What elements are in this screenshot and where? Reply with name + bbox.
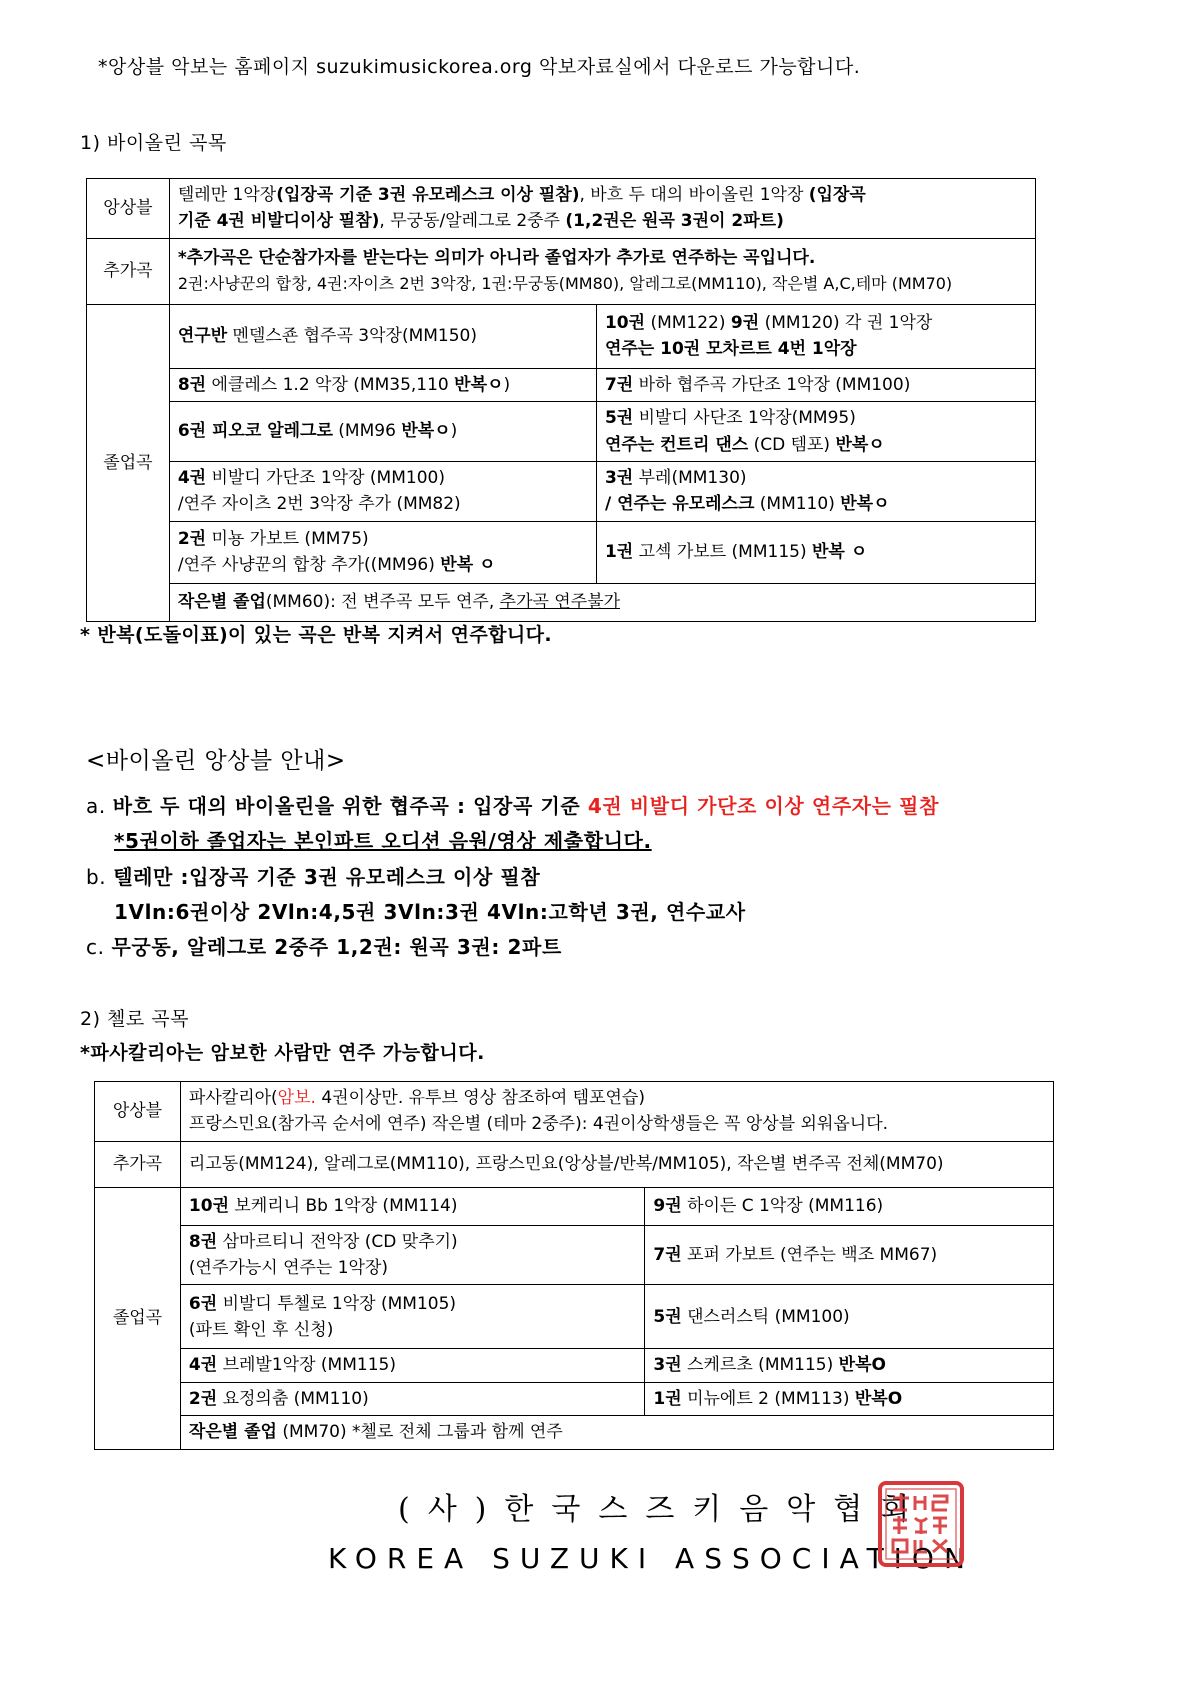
violin-grad-1: 1권 고섹 가보트 (MM115) 반복 ㅇ [596, 521, 1035, 583]
guide-item-c: c. 무궁동, 알레그로 2중주 1,2권: 원곡 3권: 2파트 [86, 935, 562, 959]
cello-extra-cell: 리고동(MM124), 알레그로(MM110), 프랑스민요(앙상블/반복/MM105), 작은별 변주곡 전체(MM70) [180, 1141, 1053, 1187]
cello-grad-2: 2권 요정의춤 (MM110) [180, 1382, 645, 1415]
guide-item-a-note: *5권이하 졸업자는 본인파트 오디션 음원/영상 제출합니다. [114, 829, 652, 853]
cello-grad-10: 10권 보케리니 Bb 1악장 (MM114) [180, 1187, 645, 1225]
cello-grad-4: 4권 브레발1악장 (MM115) [180, 1349, 645, 1382]
cello-grad-1: 1권 미뉴에트 2 (MM113) 반복O [645, 1382, 1054, 1415]
violin-grad-research: 연구반 멘델스죤 협주곡 3악장(MM150) [169, 304, 596, 368]
cello-grad-6: 6권 비발디 투첼로 1악장 (MM105) (파트 확인 후 신청) [180, 1285, 645, 1349]
violin-grad-10: 10권 (MM122) 9권 (MM120) 각 권 1악장 연주는 10권 모차르트 4번 1악장 [596, 304, 1035, 368]
guide-item-b: b. 텔레만 :입장곡 기준 3권 유모레스크 이상 필참 [86, 865, 541, 889]
cello-grad-7: 7권 포퍼 가보트 (연주는 백조 MM67) [645, 1225, 1054, 1285]
violin-ensemble-label: 앙상블 [87, 179, 170, 239]
violin-extra-cell: *추가곡은 단순참가자를 받는다는 의미가 아니라 졸업자가 추가로 연주하는 곡입니다. 2권:사냥꾼의 합창, 4권:자이츠 2번 3악장, 1권:무궁동(MM80), 알레그로(MM110), 작은별 A,C,테마 (MM70) [169, 238, 1035, 304]
passacaglia-note: *파사칼리아는 암보한 사람만 연주 가능합니다. [80, 1042, 485, 1064]
violin-grad-4: 4권 비발디 가단조 1악장 (MM100) /연주 자이츠 2번 3악장 추가 (MM82) [169, 462, 596, 522]
violin-grad-star: 작은별 졸업(MM60): 전 변주곡 모두 연주, 추가곡 연주불가 [169, 583, 1035, 621]
cello-grad-star: 작은별 졸업 (MM70) *첼로 전체 그룹과 함께 연주 [180, 1416, 1053, 1450]
top-note: *앙상블 악보는 홈페이지 suzukimusickorea.org 악보자료실에서 다운로드 가능합니다. [98, 56, 861, 78]
cello-section-title: 2) 첼로 곡목 [80, 1008, 189, 1030]
cello-table [94, 1081, 1054, 1450]
violin-grad-label: 졸업곡 [87, 304, 170, 621]
violin-grad-6: 6권 피오코 알레그로 (MM96 반복ㅇ) [169, 402, 596, 462]
guide-item-b-parts: 1Vln:6권이상 2Vln:4,5권 3Vln:3권 4Vln:고학년 3권, 연수교사 [114, 900, 746, 924]
repeat-note: * 반복(도돌이표)이 있는 곡은 반복 지켜서 연주합니다. [80, 624, 553, 646]
cello-grad-8: 8권 삼마르티니 전악장 (CD 맞추기) (연주가능시 연주는 1악장) [180, 1225, 645, 1285]
cello-ensemble-label: 앙상블 [95, 1082, 181, 1142]
footer-association-english: KOREA SUZUKI ASSOCIATION [328, 1542, 975, 1575]
cello-grad-5: 5권 댄스러스틱 (MM100) [645, 1285, 1054, 1349]
violin-grad-2: 2권 미뇽 가보트 (MM75) /연주 사냥꾼의 합창 추가((MM96) 반복 ㅇ [169, 521, 596, 583]
violin-section-title: 1) 바이올린 곡목 [80, 132, 227, 154]
footer-association-korean: (사)한국스즈키음악협회 [398, 1492, 928, 1527]
violin-grad-7: 7권 바하 협주곡 가단조 1악장 (MM100) [596, 368, 1035, 401]
guide-item-a: a. 바흐 두 대의 바이올린을 위한 협주곡 : 입장곡 기준 4권 비발디 가단조 이상 연주자는 필참 [86, 794, 939, 818]
cello-grad-3: 3권 스케르초 (MM115) 반복O [645, 1349, 1054, 1382]
violin-grad-5: 5권 비발디 사단조 1악장(MM95) 연주는 컨트리 댄스 (CD 템포) 반복ㅇ [596, 402, 1035, 462]
cello-grad-9: 9권 하이든 C 1악장 (MM116) [645, 1187, 1054, 1225]
association-seal-stamp [877, 1480, 965, 1568]
cello-grad-label: 졸업곡 [95, 1187, 181, 1449]
cello-extra-label: 추가곡 [95, 1141, 181, 1187]
violin-grad-3: 3권 부레(MM130) / 연주는 유모레스크 (MM110) 반복ㅇ [596, 462, 1035, 522]
violin-extra-label: 추가곡 [87, 238, 170, 304]
violin-table [86, 178, 1036, 622]
cello-ensemble-cell: 파사칼리아(암보. 4권이상만. 유투브 영상 참조하여 템포연습) 프랑스민요(참가곡 순서에 연주) 작은별 (테마 2중주): 4권이상학생들은 꼭 앙상블 외워옵니다. [180, 1082, 1053, 1142]
violin-ensemble-cell: 텔레만 1악장(입장곡 기준 3권 유모레스크 이상 필참), 바흐 두 대의 바이올린 1악장 (입장곡 기준 4권 비발디이상 필참), 무궁동/알레그로 2중주 (1,2권은 원곡 3권이 2파트) [169, 179, 1035, 239]
violin-grad-8: 8권 에클레스 1.2 악장 (MM35,110 반복ㅇ) [169, 368, 596, 401]
ensemble-guide-title: <바이올린 앙상블 안내> [86, 748, 346, 774]
